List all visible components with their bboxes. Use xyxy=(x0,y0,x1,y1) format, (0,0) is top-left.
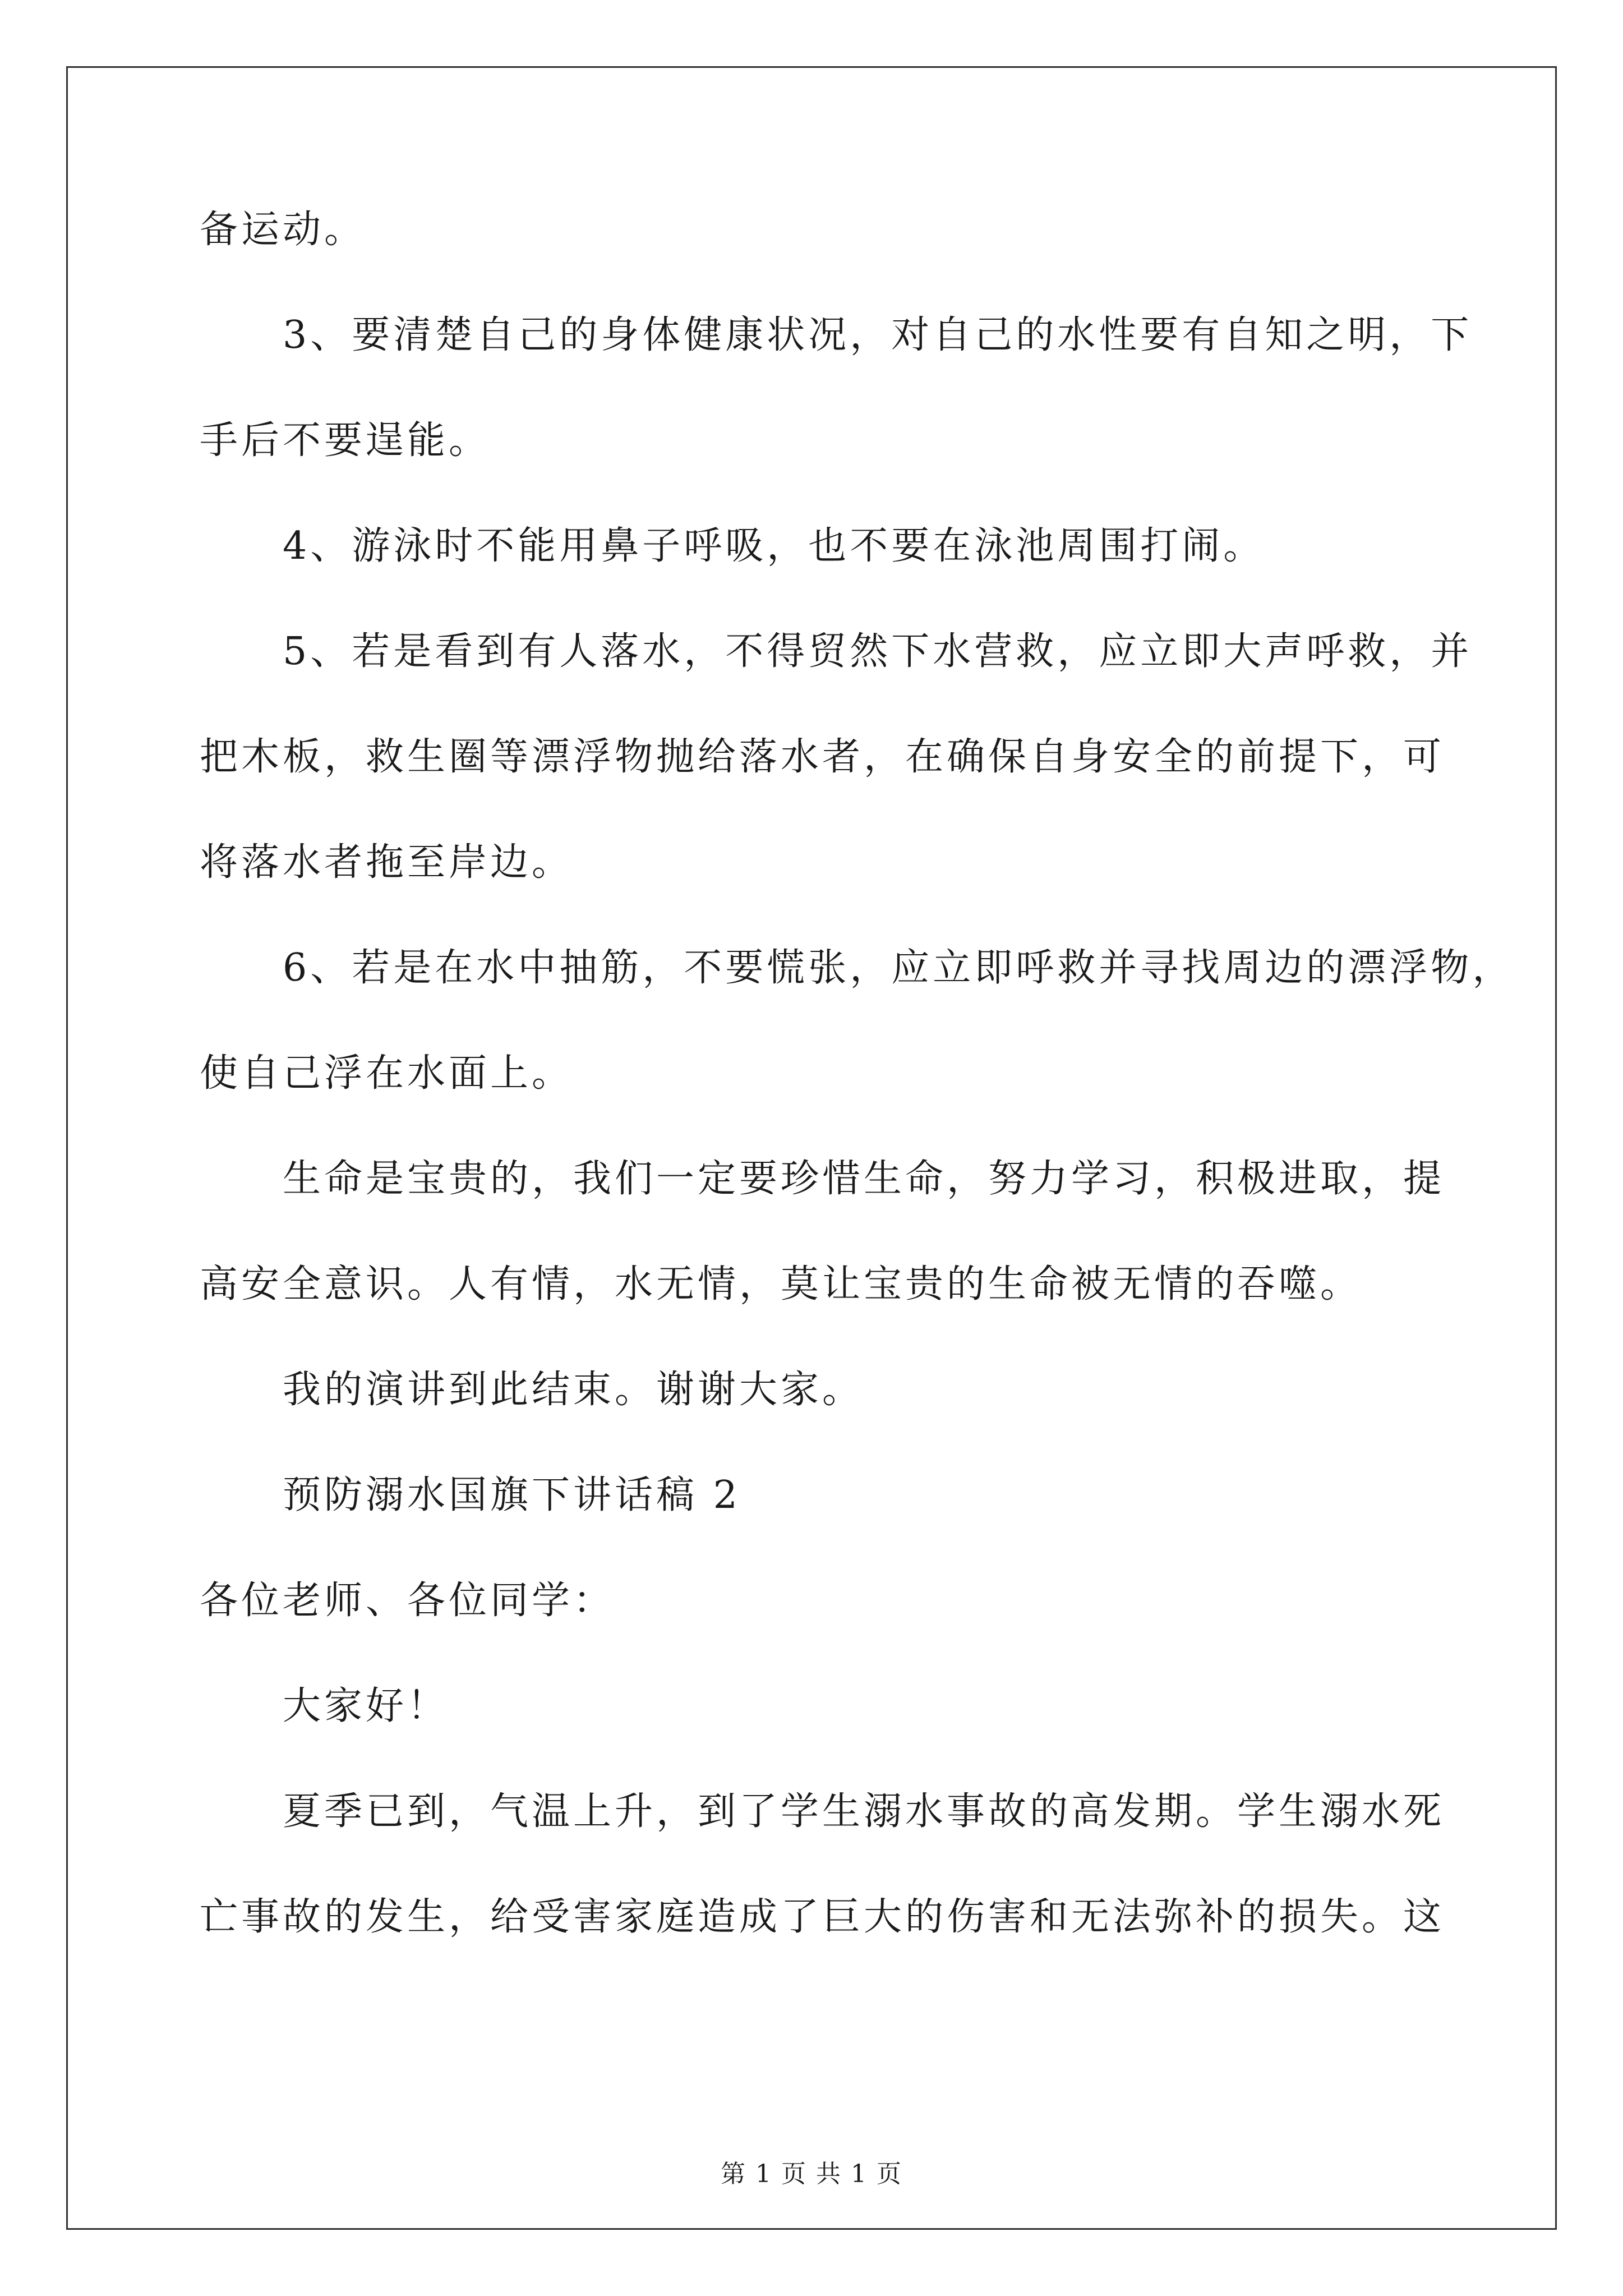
text-line: 3、要清楚自己的身体健康状况，对自己的水性要有自知之明，下 xyxy=(283,313,1473,357)
text-line: 把木板，救生圈等漂浮物抛给落水者，在确保自身安全的前提下，可 xyxy=(200,735,1445,779)
section-title: 预防溺水国旗下讲话稿 2 xyxy=(283,1473,741,1517)
text-line: 生命是宝贵的，我们一定要珍惜生命，努力学习，积极进取，提 xyxy=(283,1157,1445,1201)
text-line: 5、若是看到有人落水，不得贸然下水营救，应立即大声呼救，并 xyxy=(283,629,1473,674)
text-line: 4、游泳时不能用鼻子呼吸，也不要在泳池周围打闹。 xyxy=(283,524,1265,568)
text-line: 手后不要逞能。 xyxy=(200,418,491,463)
greeting: 大家好！ xyxy=(283,1684,449,1728)
text-line: 我的演讲到此结束。谢谢大家。 xyxy=(283,1368,864,1412)
text-line: 高安全意识。人有情，水无情，莫让宝贵的生命被无情的吞噬。 xyxy=(200,1262,1362,1306)
text-line: 夏季已到，气温上升，到了学生溺水事故的高发期。学生溺水死 xyxy=(283,1789,1445,1834)
text-line: 备运动。 xyxy=(200,208,366,252)
text-line: 亡事故的发生，给受害家庭造成了巨大的伤害和无法弥补的损失。这 xyxy=(200,1895,1445,1939)
text-line: 使自己浮在水面上。 xyxy=(200,1051,574,1096)
text-line: 将落水者拖至岸边。 xyxy=(200,840,574,885)
text-line: 6、若是在水中抽筋，不要慌张，应立即呼救并寻找周边的漂浮物， xyxy=(283,946,1514,990)
page-footer: 第 1 页 共 1 页 xyxy=(721,2160,902,2188)
salutation: 各位老师、各位同学： xyxy=(200,1579,615,1623)
